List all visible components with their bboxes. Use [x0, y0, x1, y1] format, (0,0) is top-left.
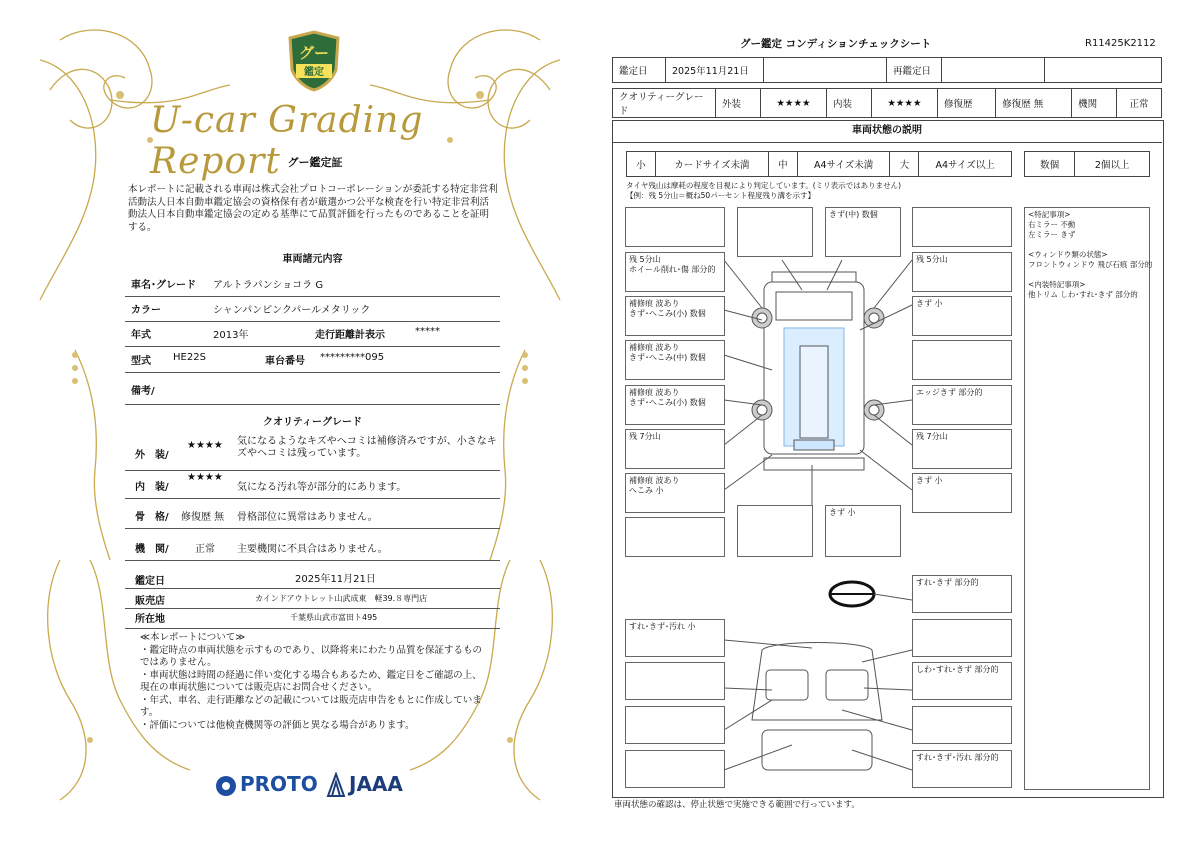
quality-row-interior: [125, 472, 500, 499]
sheet-footer-note: 車両状態の確認は、停止状態で実施できる範囲で行っています。: [614, 800, 860, 810]
engine-label: 機関: [1072, 89, 1117, 118]
year-value: 2013年: [213, 330, 249, 341]
quality-row-frame: [125, 504, 500, 529]
mileage-label: 走行距離計表示: [315, 330, 385, 341]
engine-text: 主要機関に不具合はありません。: [237, 544, 388, 555]
color-label: カラー: [131, 305, 161, 316]
certificate-intro-text: 本レポートに記載される車両は株式会社プロトコーポレーションが委託する特定非営利活動法人日本自動車鑑定協会の資格保有者が厳選かつ公平な検査を行い特定非営利活動法人日本自動車鑑定協会の定める基準にて品質評価を行ったものであることを証明する。: [128, 184, 498, 233]
damage-box: 残 5分山: [912, 252, 1012, 292]
count-label: 数個: [1025, 152, 1075, 177]
color-value: シャンパンピンクパールメタリック: [213, 305, 371, 316]
damage-box: [625, 706, 725, 744]
engine-value: 正常: [1116, 89, 1161, 118]
note-item: ・鑑定時点の車両状態を示すものであり、以降将来にわたり品質を保証するものではありません。: [140, 645, 483, 668]
date-label: 鑑定日: [613, 58, 666, 83]
size-small: 小: [627, 152, 656, 177]
recheck-value: [942, 58, 1045, 83]
info-row-date: [125, 568, 500, 589]
size-large-desc: A4サイズ以上: [919, 152, 1012, 177]
ext-stars: ★★★★: [760, 89, 826, 118]
damage-box: 補修痕 波あり きず･へこみ(小) 数個: [625, 385, 725, 425]
chassis-label: 車台番号: [265, 356, 305, 367]
car-name-label: 車名･グレード: [131, 280, 196, 291]
model-value: HE22S: [173, 352, 206, 363]
info-row-shop: [125, 590, 500, 609]
int-stars: ★★★★: [871, 89, 937, 118]
size-large: 大: [890, 152, 919, 177]
recheck-blank: [1045, 58, 1162, 83]
exterior-text: 気になるようなキズやヘコミは補修済みですが、小さなキズやヘコミは残っています。: [237, 436, 497, 459]
spec-row-model: [125, 352, 500, 373]
note-item: ・年式、車名、走行距離などの記載については販売店申告をもとに作成しています。: [140, 695, 482, 718]
svg-text:グー: グー: [298, 44, 330, 62]
car-name-value: アルトラパンショコラ G: [213, 280, 324, 291]
size-small-desc: カードサイズ未満: [655, 152, 768, 177]
damage-box: 残 5分山 ホイール削れ･傷 部分的: [625, 252, 725, 292]
damage-box: [912, 207, 1012, 247]
quality-label: クオリティーグレード: [613, 89, 716, 118]
condition-heading: 車両状態の説明: [612, 120, 1162, 143]
count-desc: 2個以上: [1075, 152, 1150, 177]
damage-box: [912, 706, 1012, 744]
specs-heading: 車両諸元内容: [282, 254, 343, 265]
engine-label: 機 関/: [135, 544, 169, 555]
tire-example: 【例：残 5分山＝概ね50パーセント程度残り溝を示す】: [626, 191, 816, 200]
report-script-title: U-car Grading Report: [150, 100, 424, 182]
count-legend-table: [1024, 151, 1150, 177]
model-label: 型式: [131, 356, 151, 367]
info-row-address: [125, 610, 500, 629]
damage-box: 残 7分山: [912, 429, 1012, 469]
shop-value: カインドアウトレット山武成東 軽39.８専門店: [255, 594, 428, 603]
spec-row-year: [125, 326, 500, 347]
damage-box: きず 小: [912, 296, 1012, 336]
remarks-label: 備考/: [131, 386, 155, 397]
damage-box: [912, 340, 1012, 380]
repair-value: 修復歴 無: [996, 89, 1072, 118]
tire-note: タイヤ残山は摩耗の程度を目視により判定しています。(ミリ表示ではありません): [626, 181, 902, 190]
goo-kantei-badge-logo: [286, 30, 342, 92]
shop-label: 販売店: [135, 596, 165, 607]
frame-label: 骨 格/: [135, 512, 169, 523]
damage-box: [737, 207, 813, 257]
damage-box: [625, 207, 725, 247]
size-mid-desc: A4サイズ未満: [797, 152, 890, 177]
date-blank: [764, 58, 887, 83]
proto-logo-icon: [214, 774, 238, 798]
damage-box: 残 7分山: [625, 429, 725, 469]
engine-value: 正常: [195, 544, 215, 555]
address-label: 所在地: [135, 614, 165, 625]
certificate-title: グー鑑定証: [287, 156, 343, 169]
damage-box: きず 小: [912, 473, 1012, 513]
sheet-id: R11425K2112: [1085, 38, 1156, 49]
date-label: 鑑定日: [135, 576, 165, 587]
mileage-value: *****: [415, 326, 440, 337]
year-label: 年式: [131, 330, 151, 341]
repair-label: 修復歴: [937, 89, 995, 118]
note-item: ・車両状態は時間の経過に伴い変化する場合もあるため、鑑定日をご確認の上、現在の車両状態については販売店にお問合せください。: [140, 670, 482, 693]
spec-row-car-name: [125, 276, 500, 297]
damage-box: [625, 750, 725, 788]
ext-label: 外装: [716, 89, 761, 118]
damage-box: エッジきず 部分的: [912, 385, 1012, 425]
damage-box: すれ･きず･汚れ 小: [625, 619, 725, 657]
chassis-value: *********095: [320, 352, 385, 363]
damage-box: [737, 505, 813, 557]
damage-box: すれ･きず 部分的: [912, 575, 1012, 613]
int-label: 内装: [826, 89, 871, 118]
damage-box: 補修痕 波あり きず･へこみ(中) 数個: [625, 340, 725, 380]
damage-box: [625, 662, 725, 700]
date-value: 2025年11月21日: [666, 58, 764, 83]
spec-row-color: [125, 301, 500, 322]
quality-row-exterior: [125, 436, 500, 471]
recheck-label: 再鑑定日: [887, 58, 942, 83]
damage-box: 補修痕 波あり へこみ 小: [625, 473, 725, 513]
damage-box: [625, 517, 725, 557]
interior-text: 気になる汚れ等が部分的にあります。: [237, 482, 407, 493]
quality-row-engine: [125, 536, 500, 561]
interior-stars: ★★★★: [187, 472, 223, 483]
exterior-label: 外 装/: [135, 450, 169, 461]
spec-row-remarks: [125, 378, 500, 405]
date-value: 2025年11月21日: [295, 574, 376, 585]
proto-logo-text: PROTO: [240, 772, 318, 796]
size-mid: 中: [768, 152, 797, 177]
note-item: ・評価については他検査機関等の評価と異なる場合があります。: [140, 720, 415, 731]
notes-heading: ≪本レポートについて≫: [140, 632, 246, 643]
size-legend-table: [626, 151, 1012, 177]
jaaa-logo-icon: [326, 772, 346, 798]
special-notes-panel: <特記事項> 右ミラー 不動 左ミラー きず <ウィンドウ類の状態> フロントウィンドウ 飛び石痕 部分的 <内装特記事項> 他トリム しわ･すれ･きず 部分的: [1024, 207, 1150, 790]
date-table: [612, 57, 1162, 83]
frame-text: 骨格部位に異常はありません。: [237, 512, 378, 523]
frame-value: 修復歴 無: [181, 512, 225, 523]
address-value: 千葉県山武市富田ト495: [290, 613, 378, 622]
damage-box: きず 小: [825, 505, 901, 557]
sheet-title: グー鑑定 コンディションチェックシート: [740, 38, 932, 50]
damage-box: すれ･きず･汚れ 部分的: [912, 750, 1012, 788]
svg-text:鑑定: 鑑定: [304, 67, 324, 78]
damage-box: 補修痕 波あり きず･へこみ(小) 数個: [625, 296, 725, 336]
damage-box: きず(中) 数個: [825, 207, 901, 257]
exterior-stars: ★★★★: [187, 440, 223, 451]
jaaa-logo-text: JAAA: [349, 772, 403, 796]
interior-label: 内 装/: [135, 482, 169, 493]
grade-table: [612, 88, 1162, 118]
quality-heading: クオリティーグレード: [263, 417, 362, 428]
damage-box: [912, 619, 1012, 657]
damage-box: しわ･すれ･きず 部分的: [912, 662, 1012, 700]
